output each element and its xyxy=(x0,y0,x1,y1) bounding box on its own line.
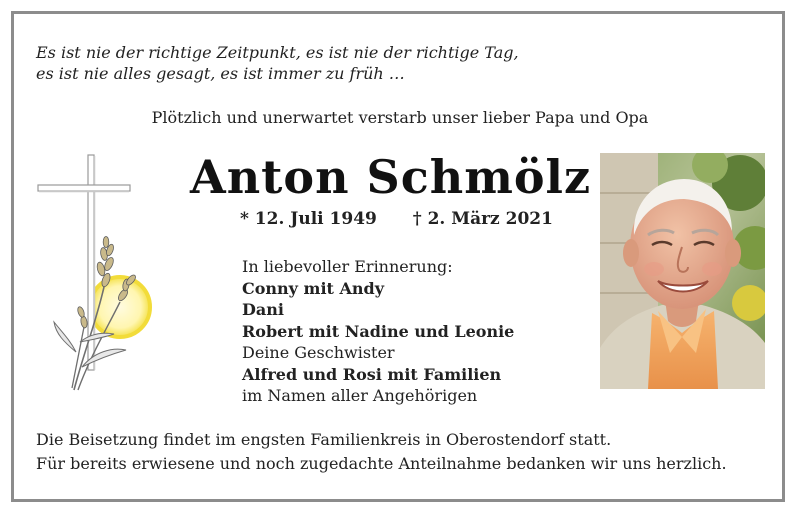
poem-line-1: Es ist nie der richtige Zeitpunkt, es ist nie der richtige Tag, xyxy=(36,43,519,62)
opening-poem xyxy=(36,42,519,84)
portrait-photo xyxy=(600,153,765,389)
mourner-line: im Namen aller Angehörigen xyxy=(242,386,478,405)
mourner-line: Deine Geschwister xyxy=(242,343,395,362)
mourner-line: Alfred und Rosi mit Familien xyxy=(242,364,502,384)
footer-line-2: Für bereits erwiesene und noch zugedachte Anteilnahme bedanken wir uns herzlich. xyxy=(36,454,727,473)
footer-text xyxy=(36,428,727,476)
life-dates xyxy=(240,209,553,229)
poem-line-2: es ist nie alles gesagt, es ist immer zu früh … xyxy=(36,64,405,83)
mourner-line: Dani xyxy=(242,300,284,319)
mourners-list xyxy=(242,256,514,407)
mourner-line: In liebevoller Erinnerung: xyxy=(242,257,453,276)
footer-line-1: Die Beisetzung findet im engsten Familienkreis in Oberostendorf statt. xyxy=(36,430,612,449)
birth-date: * 12. Juli 1949 xyxy=(240,209,377,229)
cross-with-wheat-icon xyxy=(34,152,164,397)
mourner-line: Robert mit Nadine und Leonie xyxy=(242,321,515,341)
deceased-name: Anton Schmölz xyxy=(190,150,592,204)
mourner-line: Conny mit Andy xyxy=(242,278,385,298)
intro-text: Plötzlich und unerwartet verstarb unser lieber Papa und Opa xyxy=(151,108,649,127)
death-date: † 2. März 2021 xyxy=(412,209,553,229)
